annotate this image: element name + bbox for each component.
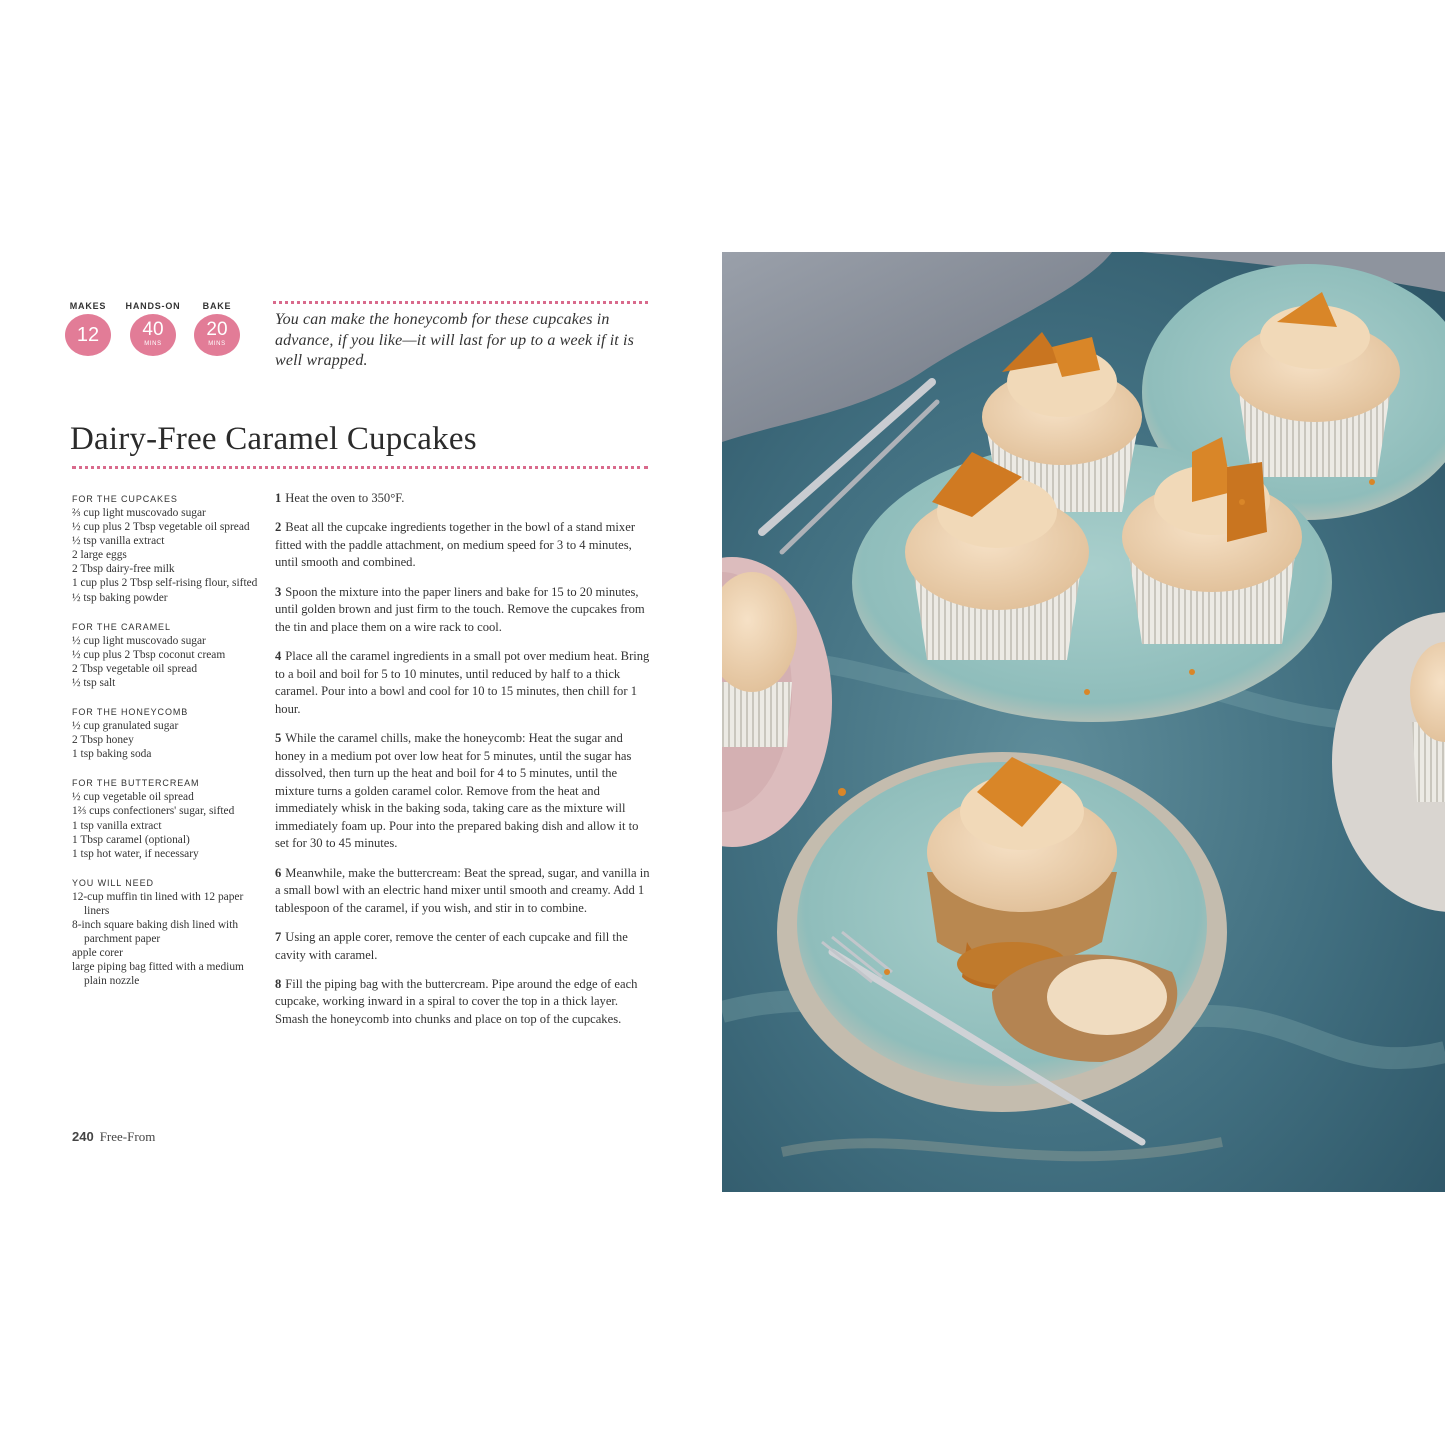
dotted-divider-top [273,301,648,304]
ingredient-item: ⅔ cup light muscovado sugar [72,507,206,519]
stat-value: 40 [142,319,164,340]
method-step [275,929,650,964]
step-number: 6 [275,865,282,880]
stat-label: HANDS-ON [125,301,181,311]
stat-badge [194,314,240,356]
ingredient-item: 8-inch square baking dish lined with parchment paper [72,918,239,946]
stat-unit: MINS [144,341,162,347]
stat-badge [65,314,111,356]
page-footer [72,1129,155,1145]
ingredient-item: ½ cup plus 2 Tbsp vegetable oil spread [72,521,250,534]
step-number: 2 [275,520,282,535]
step-text: Spoon the mixture into the paper liners and bake for 15 to 20 minutes, until golden brown and just firm to the touch. Remove the cupcakes from the tin and place them on a wire rack to cool. [275,584,645,634]
ingredient-group-heading: FOR THE HONEYCOMB [72,707,189,718]
page-number: 240 [72,1129,94,1144]
ingredient-item: large piping bag fitted with a medium plain nozzle [72,961,244,988]
stat-value: 20 [206,319,228,340]
step-text: Place all the caramel ingredients in a small pot over medium heat. Bring to a boil and boil for 5 to 10 minutes, until reduced by half to a thick caramel. Pour into a bowl and cool for 10 to 15 minutes, then chill for 1 hour. [275,648,650,716]
section-name: Free-From [99,1129,156,1144]
ingredient-group [72,705,262,761]
method-step [275,490,650,508]
ingredient-item: ½ tsp vanilla extract [72,535,165,548]
stat-badge [130,314,176,356]
ingredient-group-heading: FOR THE CUPCAKES [72,494,178,504]
method-step [275,519,650,572]
ingredient-group [72,776,262,860]
ingredient-group-heading: YOU WILL NEED [72,877,154,888]
ingredient-item: 1 tsp baking soda [72,748,152,761]
ingredient-item: 2 large eggs [72,549,127,562]
intro-text: You can make the honeycomb for these cupcakes in advance, if you like—it will last for up to a week if it is well wrapped. [275,311,635,369]
ingredient-item: ½ tsp baking powder [72,591,168,604]
ingredient-item: 2 Tbsp honey [72,734,134,747]
ingredient-item: apple corer [72,947,123,960]
recipe-title: Dairy-Free Caramel Cupcakes [70,421,477,457]
step-number: 4 [275,648,282,663]
dotted-divider-title [72,466,648,469]
stat-makes [58,300,118,356]
stat-hands-on [123,300,183,356]
method-step [275,584,650,637]
ingredient-item: ½ tsp salt [72,676,116,689]
step-text: Meanwhile, make the buttercream: Beat the spread, sugar, and vanilla in a small bowl with an electric hand mixer until smooth and creamy. Add 1 tablespoon of the caramel, if you wish, and stir in to combine. [275,865,650,915]
ingredient-item: ½ cup vegetable oil spread [72,791,194,804]
step-number: 8 [275,976,282,991]
ingredient-item: 1 tsp vanilla extract [72,819,162,832]
ingredient-item: 1⅔ cups confectioners' sugar, sifted [72,805,235,818]
ingredient-item: 1 cup plus 2 Tbsp self-rising flour, sifted [72,577,258,590]
ingredient-group-heading: FOR THE CARAMEL [72,621,171,632]
step-text: Using an apple corer, remove the center of each cupcake and fill the cavity with caramel. [275,930,628,962]
stat-label: BAKE [202,301,232,311]
ingredient-item: ½ cup light muscovado sugar [72,634,206,647]
ingredient-item: 2 Tbsp dairy-free milk [72,563,175,576]
ingredient-group [72,876,262,989]
step-text: Heat the oven to 350°F. [285,491,405,505]
step-text: Fill the piping bag with the buttercream. Pipe around the edge of each cupcake, working inward in a spiral to cover the top in a thick layer. Smash the honeycomb into chunks and place on top of the cupcakes. [275,976,638,1026]
stat-label: MAKES [69,301,107,311]
step-text: While the caramel chills, make the honeycomb: Heat the sugar and honey in a medium pot over low heat for 5 minutes, until the sugar has dissolved, then turn up the heat and boil for 4 to 5 minutes, until the mixture turns a golden caramel color. Remove from the heat and immediately whisk in the baking soda, taking care as the mixture will immediately foam up. Pour into the prepared baking dish and allow it to set for 30 to 45 minutes. [275,730,639,851]
method-steps [275,490,650,1040]
method-step [275,865,650,918]
step-text: Beat all the cupcake ingredients together in the bowl of a stand mixer fitted with the paddle attachment, on medium speed for 3 to 4 minutes, until smooth and combined. [275,520,636,570]
step-number: 3 [275,584,282,599]
ingredient-item: 12-cup muffin tin lined with 12 paper liners [72,890,244,917]
ingredient-item: 1 tsp hot water, if necessary [72,847,199,860]
ingredient-item: ½ cup granulated sugar [72,720,179,733]
ingredient-group [72,492,262,605]
ingredients-list [72,492,262,1003]
method-step [275,976,650,1029]
ingredient-group-heading: FOR THE BUTTERCREAM [72,778,200,789]
ingredient-item: ½ cup plus 2 Tbsp coconut cream [72,648,226,661]
step-number: 7 [275,930,282,945]
stat-value: 12 [76,324,100,346]
method-step [275,648,650,718]
stat-bake [187,300,247,356]
method-step [275,730,650,853]
cupcakes-photo [722,252,1445,1192]
step-number: 1 [275,491,282,505]
stat-unit: MINS [208,341,226,347]
ingredient-item: 2 Tbsp vegetable oil spread [72,662,198,675]
step-number: 5 [275,730,282,745]
ingredient-group [72,620,262,690]
ingredient-item: 1 Tbsp caramel (optional) [72,833,190,846]
